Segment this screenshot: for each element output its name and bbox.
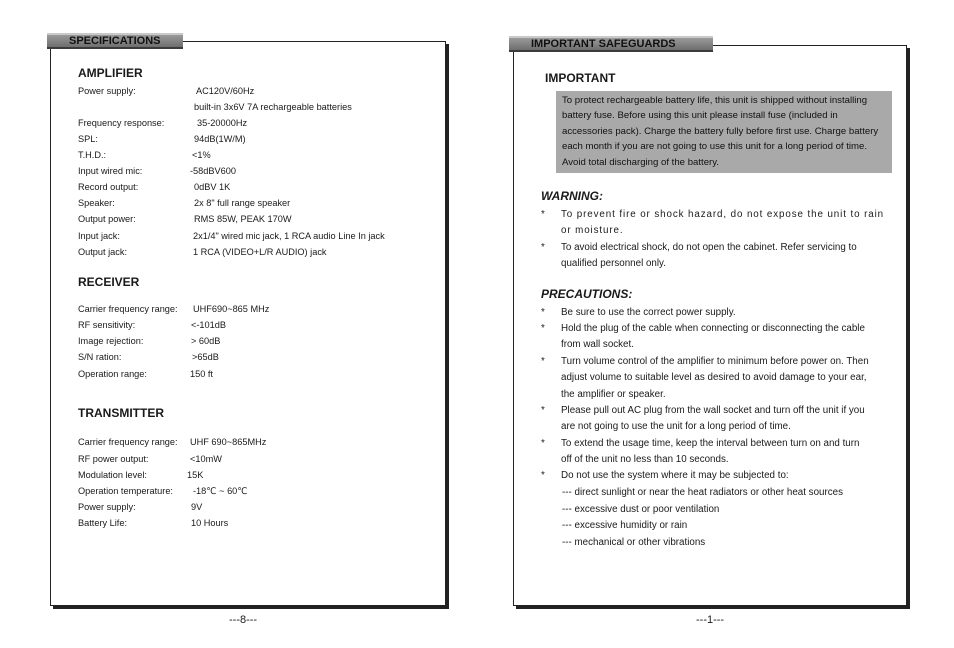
precautions-heading: PRECAUTIONS: — [541, 287, 633, 301]
precaution-item — [541, 354, 893, 400]
spec-row — [78, 486, 438, 498]
spec-label: Battery Life: — [78, 518, 128, 528]
spec-label: T.H.D.: — [78, 150, 107, 160]
warning-item — [541, 207, 893, 237]
spec-value: AC120V/60Hz — [196, 86, 255, 96]
spec-value: 2x 8" full range speaker — [194, 198, 291, 208]
hazard-sub-item: --- excessive dust or poor ventilation — [562, 503, 720, 515]
spec-value: UHF690~865 MHz — [193, 304, 270, 314]
spec-label: Record output: — [78, 182, 139, 192]
item-text: Hold the plug of the cable when connecting or disconnecting the cable from wall socket. — [561, 323, 865, 351]
spec-row — [78, 118, 438, 130]
spec-value: 150 ft — [190, 369, 213, 379]
spec-value: <-101dB — [191, 320, 226, 330]
spec-label: Output jack: — [78, 247, 128, 257]
spec-value: 94dB(1W/M) — [194, 134, 246, 144]
spec-row — [78, 182, 438, 194]
spec-row — [78, 150, 438, 162]
spec-label: Power supply: — [78, 86, 136, 96]
spec-row — [78, 470, 438, 482]
important-notice-box: To protect rechargeable battery life, this unit is shipped without installing battery fuse. Before using this unit please install fuse (included in accessories pack). Charge the battery fully before first use. Charge battery each month if you are not going to use this unit for a long period of time. Avoid total discharging of the battery. — [556, 91, 892, 173]
spec-label: Operation range: — [78, 369, 147, 379]
receiver-heading: RECEIVER — [78, 275, 140, 289]
spec-row — [78, 231, 438, 243]
amplifier-heading: AMPLIFIER — [78, 66, 143, 80]
spec-label: Image rejection: — [78, 336, 144, 346]
spec-label: Input jack: — [78, 231, 120, 241]
spec-row — [78, 86, 438, 98]
spec-row — [78, 102, 438, 114]
specifications-tab: SPECIFICATIONS — [47, 33, 183, 49]
page-number-right: ---1--- — [696, 614, 725, 626]
spec-label: Power supply: — [78, 502, 136, 512]
bullet-marker: * — [541, 405, 545, 416]
spec-value: 10 Hours — [191, 518, 229, 528]
spec-value: 9V — [191, 502, 203, 512]
spec-value: 15K — [187, 470, 204, 480]
page-number-left: ---8--- — [229, 614, 258, 626]
spec-row — [78, 166, 438, 178]
precaution-item — [541, 403, 893, 433]
safeguards-tab: IMPORTANT SAFEGUARDS — [509, 36, 713, 52]
item-text: Do not use the system where it may be subjected to: — [561, 470, 789, 481]
spec-row — [78, 134, 438, 146]
item-text: Be sure to use the correct power supply. — [561, 307, 736, 318]
spec-value: >65dB — [192, 352, 219, 362]
hazard-sub-item: --- direct sunlight or near the heat radiators or other heat sources — [562, 487, 843, 498]
spec-row — [78, 352, 438, 364]
spec-value: <10mW — [190, 454, 222, 464]
spec-row — [78, 198, 438, 210]
transmitter-heading: TRANSMITTER — [78, 406, 164, 420]
spec-label: RF sensitivity: — [78, 320, 136, 330]
spec-value: 0dBV 1K — [194, 182, 231, 192]
spec-label: Output power: — [78, 214, 136, 224]
spec-label: Operation temperature: — [78, 486, 173, 496]
spec-label: RF power output: — [78, 454, 149, 464]
spec-row — [78, 336, 438, 348]
spec-row — [78, 304, 438, 316]
bullet-marker: * — [541, 470, 545, 481]
warning-heading: WARNING: — [541, 189, 603, 203]
important-heading: IMPORTANT — [545, 71, 616, 85]
bullet-marker: * — [541, 356, 545, 367]
item-text: Turn volume control of the amplifier to minimum before power on. Then adjust volume to suitable level as desired to avoid damage to your ear, the amplifier or speaker. — [561, 356, 869, 400]
item-text: To extend the usage time, keep the interval between turn on and turn off of the unit no less than 10 seconds. — [561, 438, 860, 466]
spec-row — [78, 247, 438, 259]
spec-value: > 60dB — [191, 336, 221, 346]
spec-value: <1% — [192, 150, 211, 160]
spec-value: 35-20000Hz — [197, 118, 248, 128]
hazard-sub-item: --- excessive humidity or rain — [562, 520, 688, 531]
warning-item — [541, 240, 893, 270]
spec-value: 1 RCA (VIDEO+L/R AUDIO) jack — [193, 247, 327, 257]
bullet-marker: * — [541, 307, 545, 318]
item-text: To avoid electrical shock, do not open the cabinet. Refer servicing to qualified personnel only. — [561, 242, 857, 270]
spec-row — [78, 518, 438, 530]
spec-value: -18℃ ~ 60℃ — [193, 486, 248, 496]
spec-row — [78, 437, 438, 449]
spec-label: Carrier frequency range: — [78, 304, 178, 314]
spec-row — [78, 320, 438, 332]
bullet-marker: * — [541, 209, 545, 220]
spec-value: UHF 690~865MHz — [190, 437, 267, 447]
precaution-item — [541, 321, 893, 351]
bullet-marker: * — [541, 323, 545, 334]
spec-label: SPL: — [78, 134, 98, 144]
item-text: To prevent fire or shock hazard, do not expose the unit to rain or moisture. — [561, 209, 885, 237]
spec-value: 2x1/4" wired mic jack, 1 RCA audio Line In jack — [193, 231, 385, 241]
spec-label: Frequency response: — [78, 118, 165, 128]
spec-label: Modulation level: — [78, 470, 147, 480]
spec-row — [78, 214, 438, 226]
spec-label: S/N ration: — [78, 352, 122, 362]
bullet-marker: * — [541, 438, 545, 449]
spec-value: built-in 3x6V 7A rechargeable batteries — [194, 102, 352, 112]
precaution-item — [541, 468, 893, 486]
spec-label: Speaker: — [78, 198, 115, 208]
spec-label: Carrier frequency range: — [78, 437, 178, 447]
bullet-marker: * — [541, 242, 545, 253]
spec-row — [78, 369, 438, 381]
spec-row — [78, 454, 438, 466]
precaution-item — [541, 436, 893, 466]
spec-label: Input wired mic: — [78, 166, 143, 176]
spec-row — [78, 502, 438, 514]
spec-value: RMS 85W, PEAK 170W — [194, 214, 292, 224]
spec-value: -58dBV600 — [190, 166, 236, 176]
hazard-sub-item: --- mechanical or other vibrations — [562, 536, 706, 548]
item-text: Please pull out AC plug from the wall socket and turn off the unit if you are not going to use the unit for a long period of time. — [561, 405, 865, 433]
